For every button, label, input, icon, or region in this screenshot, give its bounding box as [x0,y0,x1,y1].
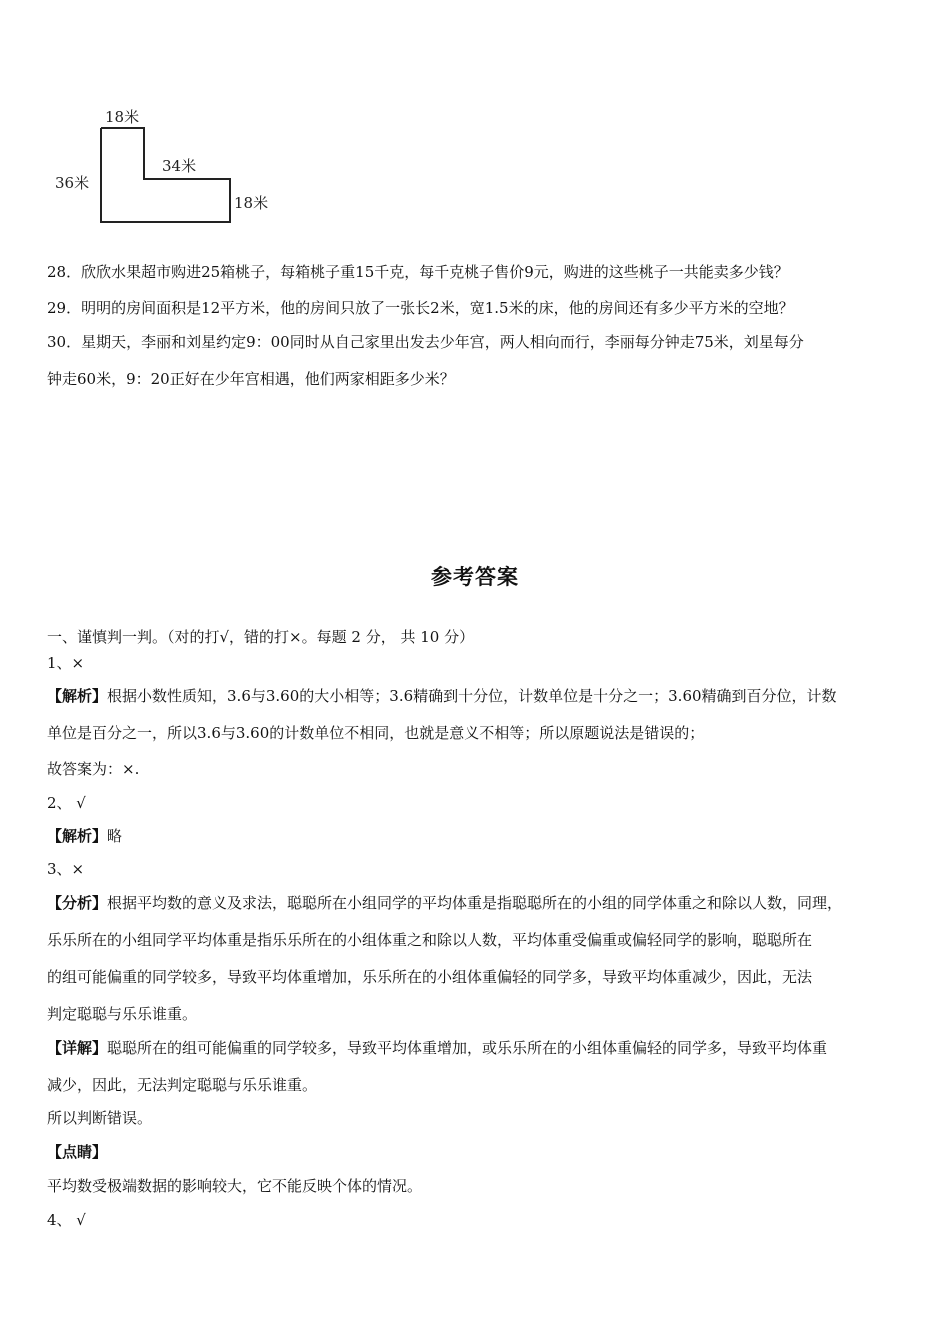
answer-3-analysis-line2: 乐乐所在的小组同学平均体重是指乐乐所在的小组体重之和除以人数，平均体重受偏重或偏轻同学的影响，聪聪所在 [47,931,813,949]
question-29: 29．明明的房间面积是12平方米，他的房间只放了一张长2米，宽1.5米的床，他的房间还有多少平方米的空地？ [47,299,794,317]
question-30-line2: 钟走60米，9：20正好在少年宫相遇，他们两家相距多少米？ [47,370,455,388]
section-1-heading: 一、谨慎判一判。（对的打√，错的打×。每题 2 分， 共 10 分） [47,628,475,646]
analysis-text: 略 [107,827,123,845]
dianjing-text: 平均数受极端数据的影响较大，它不能反映个体的情况。 [47,1177,423,1195]
l-shape-outline [101,128,230,222]
question-30-line1: 30．星期天，李丽和刘星约定9：00同时从自己家里出发去少年宫，两人相向而行，李丽每分钟走75米，刘星每分 [47,333,804,351]
answer-1-conclusion: 故答案为：×. [47,760,140,778]
label-top: 18米 [105,108,140,126]
answer-3-detail-line1 [47,1037,827,1058]
answer-1-analysis-line1 [47,685,837,706]
answer-1: 1、× [47,654,85,672]
dianjing-tag: 【点睛】 [47,1143,108,1161]
answer-3-conclusion: 所以判断错误。 [47,1109,153,1127]
answer-3-detail-line2: 减少，因此，无法判定聪聪与乐乐谁重。 [47,1076,318,1094]
xiangjie-text: 聪聪所在的组可能偏重的同学较多，导致平均体重增加，或乐乐所在的小组体重偏轻的同学多，导致平均体重 [107,1039,828,1057]
answer-3-analysis-line1 [47,892,842,913]
answer-3-analysis-line3: 的组可能偏重的同学较多，导致平均体重增加，乐乐所在的小组体重偏轻的同学多，导致平均体重减少，因此，无法 [47,968,813,986]
analysis-text: 根据小数性质知，3.6与3.60的大小相等；3.6精确到十分位，计数单位是十分之一；3.60精确到百分位，计数 [107,687,837,705]
l-shape-figure [50,100,290,230]
answer-1-analysis-line2: 单位是百分之一，所以3.6与3.60的计数单位不相同，也就是意义不相等；所以原题说法是错误的； [47,724,705,742]
question-28: 28．欣欣水果超市购进25箱桃子，每箱桃子重15千克，每千克桃子售价9元，购进的这些桃子一共能卖多少钱？ [47,263,789,281]
answers-title: 参考答案 [431,564,519,589]
analysis-tag: 【解析】 [47,827,108,845]
xiangjie-tag: 【详解】 [47,1039,108,1057]
fenxi-tag: 【分析】 [47,894,108,912]
answer-3-analysis-line4: 判定聪聪与乐乐谁重。 [47,1005,198,1023]
label-middle: 34米 [162,157,197,175]
answer-2-analysis [47,825,122,846]
label-right: 18米 [234,194,269,212]
answer-3: 3、× [47,860,85,878]
answer-4: 4、 √ [47,1211,86,1229]
answer-2: 2、 √ [47,794,86,812]
analysis-tag: 【解析】 [47,687,108,705]
label-left: 36米 [55,174,90,192]
fenxi-text: 根据平均数的意义及求法，聪聪所在小组同学的平均体重是指聪聪所在的小组的同学体重之和除以人数，同理， [107,894,843,912]
